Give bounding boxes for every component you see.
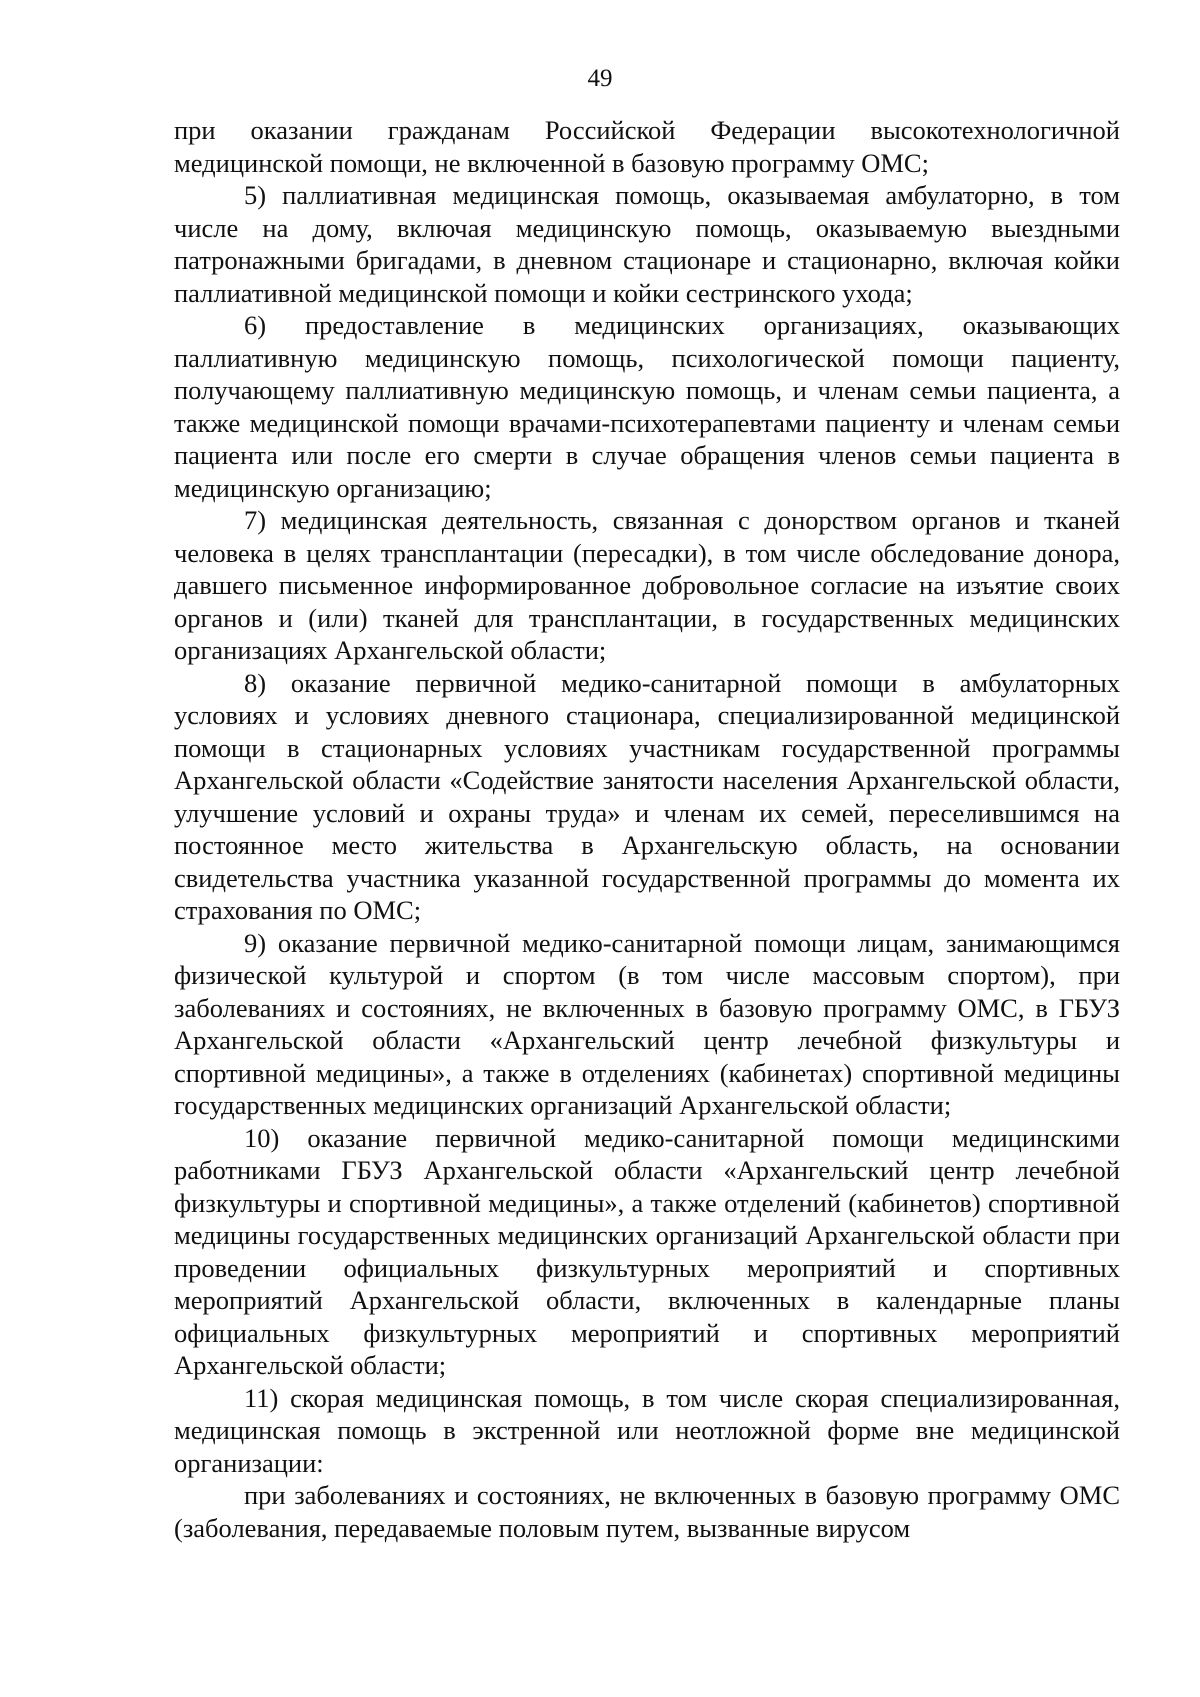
paragraph-item-9: 9) оказание первичной медико-санитарной помощи лицам, занимающимся физической культурой и спортом (в том числе массовым спортом), при заболеваниях и состояниях, не включенных в базовую программу ОМС, в ГБУЗ Архангельской области «Архангельский центр лечебной физкультуры и спортивной медицины», а также в отделениях (кабинетах) спортивной медицины государственных медицинских организаций Архангельской области; xyxy=(174,927,1120,1120)
page-number: 49 xyxy=(587,65,613,92)
paragraph-continuation: при оказании гражданам Российской Федерации высокотехнологичной медицинской помощи, не включенной в базовую программу ОМС; xyxy=(174,115,1120,178)
paragraph-item-6: 6) предоставление в медицинских организациях, оказывающих паллиативную медицинскую помощь, психологической помощи пациенту, получающему паллиативную медицинскую помощь, и членам семьи пациента, а также медицинской помощи врачами-психотерапевтами пациенту и членам семьи пациента или после его смерти в случае обращения членов семьи пациента в медицинскую организацию; xyxy=(174,310,1120,503)
paragraph-sub-item: при заболеваниях и состояниях, не включенных в базовую программу ОМС (заболевания, передаваемые половым путем, вызванные вирусом xyxy=(174,1480,1120,1543)
paragraph-item-8: 8) оказание первичной медико-санитарной помощи в амбулаторных условиях и условиях дневного стационара, специализированной медицинской помощи в стационарных условиях участникам государственной программы Архангельской области «Содействие занятости населения Архангельской области, улучшение условий и охраны труда» и членам их семей, переселившимся на постоянное место жительства в Архангельскую область, на основании свидетельства участника указанной государственной программы до момента их страхования по ОМС; xyxy=(174,667,1120,925)
document-body xyxy=(174,114,1120,1544)
paragraph-item-11: 11) скорая медицинская помощь, в том числе скорая специализированная, медицинская помощь в экстренной или неотложной форме вне медицинской организации: xyxy=(174,1382,1120,1478)
paragraph-item-10: 10) оказание первичной медико-санитарной помощи медицинскими работниками ГБУЗ Архангельской области «Архангельский центр лечебной физкультуры и спортивной медицины», а также отделений (кабинетов) спортивной медицины государственных медицинских организаций Архангельской области при проведении официальных физкультурных мероприятий и спортивных мероприятий Архангельской области, включенных в календарные планы официальных физкультурных мероприятий и спортивных мероприятий Архангельской области; xyxy=(174,1122,1120,1380)
paragraph-item-7: 7) медицинская деятельность, связанная с донорством органов и тканей человека в целях трансплантации (пересадки), в том числе обследование донора, давшего письменное информированное добровольное согласие на изъятие своих органов и (или) тканей для трансплантации, в государственных медицинских организациях Архангельской области; xyxy=(174,505,1120,665)
paragraph-item-5: 5) паллиативная медицинская помощь, оказываемая амбулаторно, в том числе на дому, включая медицинскую помощь, оказываемую выездными патронажными бригадами, в дневном стационаре и стационарно, включая койки паллиативной медицинской помощи и койки сестринского ухода; xyxy=(174,180,1120,308)
